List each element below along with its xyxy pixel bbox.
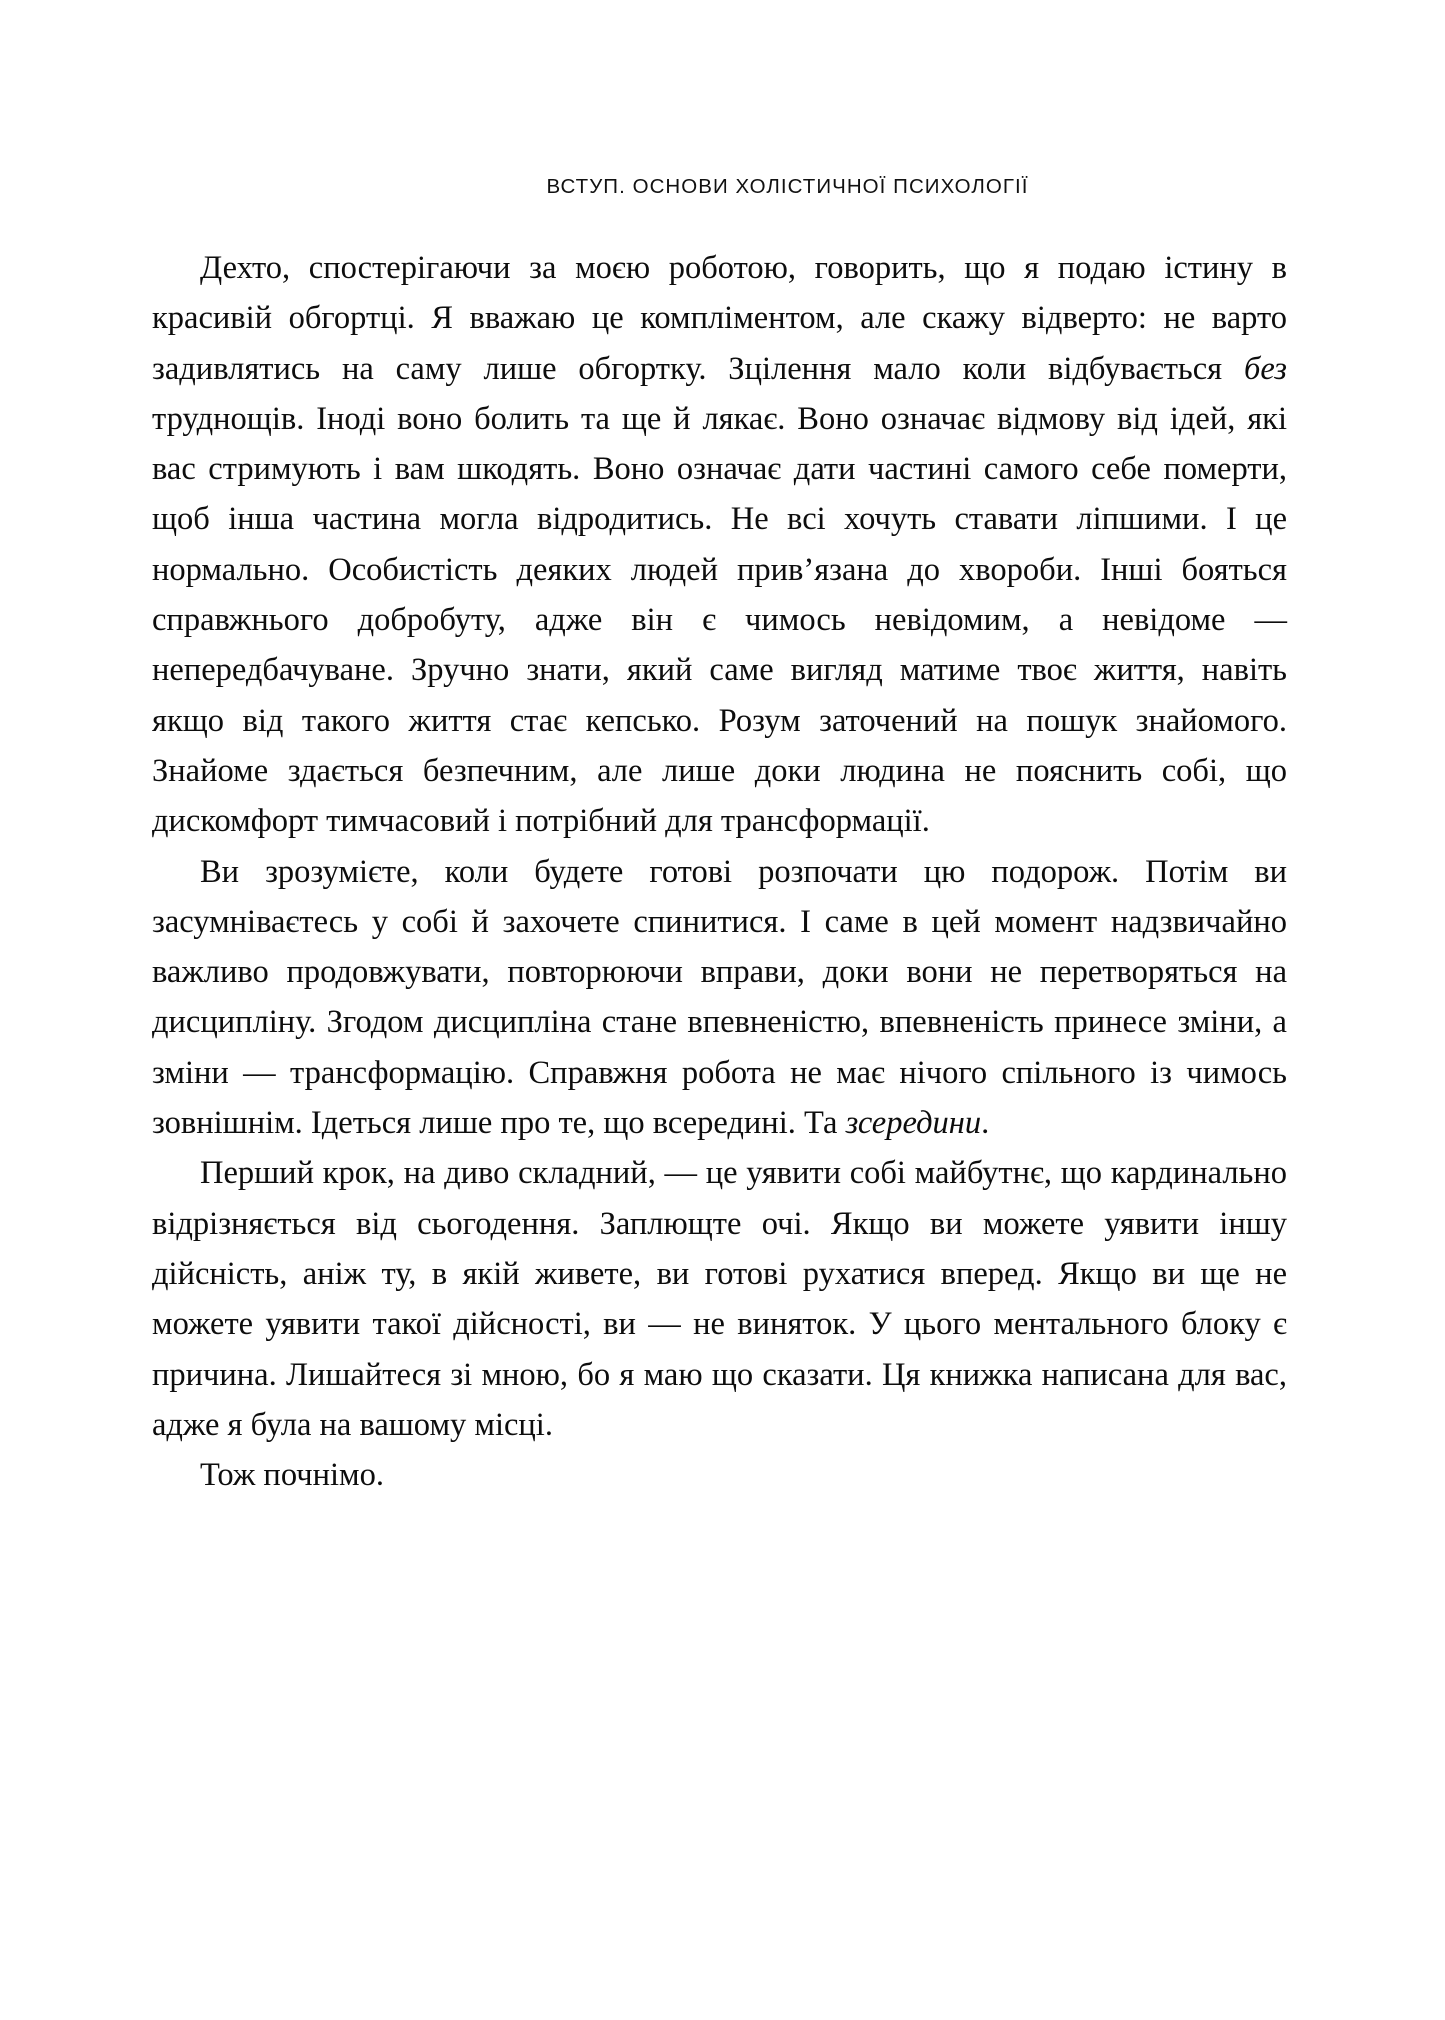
text-run: Дехто, спостерігаючи за моєю роботою, говорить, що я подаю істину в красивій обгортці. Я вважаю це компліментом, але скажу відверто: не варто задивлятись на саму лише обгортку. Зцілення мало коли відбувається — [152, 250, 1287, 387]
emphasis-text: без — [1243, 350, 1287, 387]
text-run: труднощів. Іноді воно болить та ще й лякає. Воно означає відмову від ідей, які вас стримують і вам шкодять. Воно означає дати частині самого себе померти, щоб інша частина могла відродитись. Не всі хочуть ставати ліпшими. І це нормально. Особистість деяких людей прив’язана до хвороби. Інші бояться справжнього добробуту, адже він є чимось невідомим, а невідоме — непередбачуване. Зручно знати, який саме вигляд матиме твоє життя, навіть якщо від такого життя стає кепсько. Розум заточений на пошук знайомого. Знайоме здається безпечним, але лише доки людина не пояснить собі, що дискомфорт тимчасовий і потрібний для трансформації. — [152, 400, 1287, 840]
text-run: Ви зрозумієте, коли будете готові розпочати цю подорож. Потім ви засумніваєтесь у собі й захочете спинитися. І саме в цей момент надзвичайно важливо продовжувати, повторюючи вправи, доки вони не перетворяться на дисципліну. Згодом дисципліна стане впевненістю, впевненість принесе зміни, а зміни — трансформацію. Справжня робота не має нічого спільного із чимось зовнішнім. Ідеться лише про те, що всередині. Та — [152, 853, 1287, 1142]
paragraph — [152, 847, 1287, 1149]
emphasis-text: зсередини — [845, 1105, 982, 1142]
text-run: . — [981, 1105, 990, 1142]
running-head: ВСТУП. ОСНОВИ ХОЛІСТИЧНОЇ ПСИХОЛОГІЇ — [546, 175, 1029, 198]
paragraph — [152, 1450, 1287, 1500]
body-text — [152, 243, 1287, 1500]
paragraph — [152, 243, 1287, 847]
paragraph — [152, 1148, 1287, 1450]
text-run: Тож почнімо. — [200, 1457, 384, 1494]
text-run: Перший крок, на диво складний, — це уявити собі майбутнє, що кардинально відрізняється від сьогодення. Заплющте очі. Якщо ви можете уявити іншу дійсність, аніж ту, в якій живете, ви готові рухатися вперед. Якщо ви ще не можете уявити такої дійсності, ви — не виняток. У цього ментального блоку є причина. Лишайтеся зі мною, бо я маю що сказати. Ця книжка написана для вас, адже я була на вашому місці. — [152, 1155, 1287, 1443]
